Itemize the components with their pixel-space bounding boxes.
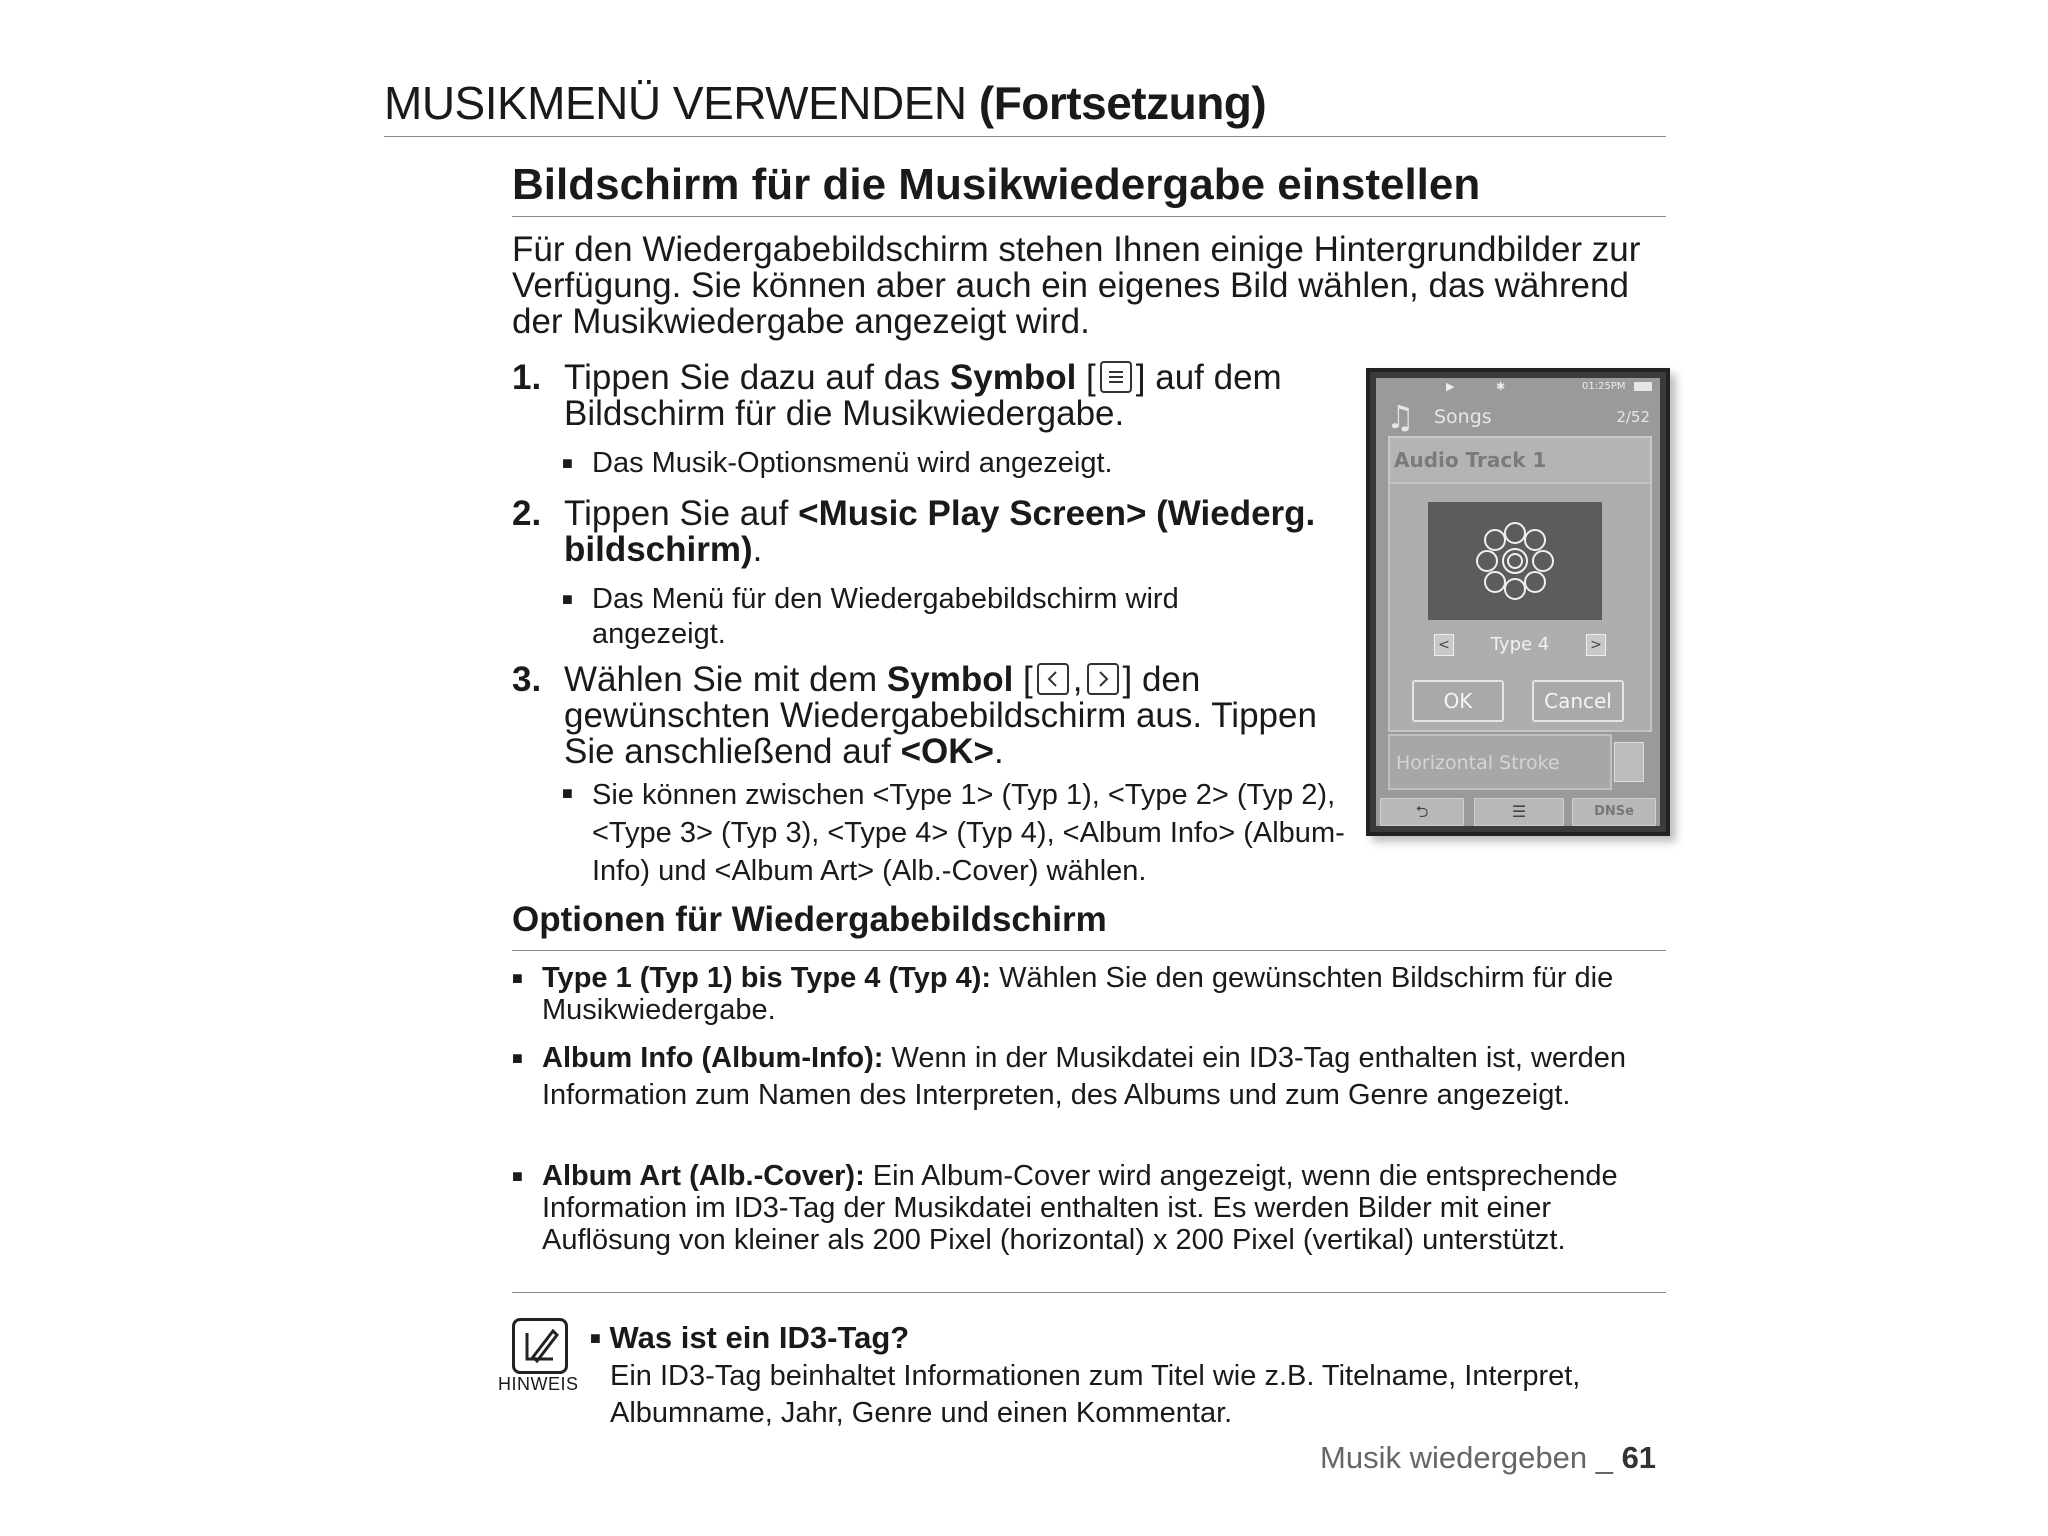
options-heading: Optionen für Wiedergabebildschirm	[512, 900, 1107, 939]
menu-button[interactable]: ☰	[1474, 798, 1564, 826]
footer-section: Musik wiedergeben _	[1320, 1440, 1622, 1475]
section-heading: Bildschirm für die Musikwiedergabe einstellen	[512, 160, 1481, 209]
step-text: Tippen Sie dazu auf das	[564, 358, 950, 397]
track-title-text: Audio Track 1	[1394, 448, 1547, 472]
play-screen-dialog	[1388, 482, 1652, 732]
step-text: Tippen Sie auf	[564, 494, 799, 533]
status-bar	[1376, 378, 1660, 396]
page-title	[384, 76, 1266, 130]
step-number: 2.	[512, 494, 542, 533]
bottom-bar	[1376, 796, 1660, 826]
note-question: ■ Was ist ein ID3-Tag?	[590, 1320, 910, 1355]
title-divider	[384, 136, 1666, 137]
type-preview-image	[1428, 502, 1602, 620]
menu-icon	[1100, 361, 1132, 393]
music-note-icon: ♫	[1386, 398, 1415, 436]
back-button[interactable]: ⮌	[1380, 798, 1464, 826]
category-bar	[1376, 398, 1660, 436]
bluetooth-icon: ✱	[1496, 380, 1506, 393]
bracket: [	[1013, 660, 1033, 699]
device-screenshot	[1366, 368, 1670, 836]
step-text: ] auf dem Bildschirm für die Musikwiedergabe.	[564, 358, 1282, 433]
comma: ,	[1072, 660, 1083, 699]
options-divider	[512, 950, 1666, 951]
bullet-square-icon: ■	[562, 453, 573, 473]
step-1	[512, 360, 1352, 432]
track-count: 2/52	[1616, 408, 1650, 426]
right-arrow-icon	[1087, 663, 1119, 695]
submenu-arrow-icon[interactable]	[1614, 742, 1644, 782]
bullet-square-icon: ■	[512, 968, 523, 988]
menu-item-horizontal-stroke[interactable]: Horizontal Stroke	[1388, 734, 1612, 790]
next-type-button[interactable]: >	[1586, 634, 1606, 656]
step-3-bullet: ■ Sie können zwischen <Type 1> (Typ 1), <Type 2> (Typ 2), <Type 3> (Typ 3), <Type 4> (Typ 4), <Album Info> (Album-Info) und <Album Art> (Alb.-Cover) wählen.	[562, 776, 1362, 890]
option-item: ■ Type 1 (Typ 1) bis Type 4 (Typ 4): Wählen Sie den gewünschten Bildschirm für die Musikwiedergabe.	[512, 962, 1614, 1026]
step-2	[512, 496, 1352, 568]
bullet-square-icon: ■	[590, 1328, 601, 1348]
bullet-square-icon: ■	[562, 783, 573, 803]
play-status-icon: ▶	[1446, 380, 1455, 393]
options-bottom-divider	[512, 1292, 1666, 1293]
option-item: ■ Album Art (Alb.-Cover): Ein Album-Cover wird angezeigt, wenn die entsprechende Information im ID3-Tag der Musikdatei enthalten ist. Es werden Bilder mit einer Auflösung von kleiner als 200 Pixel (horizontal) x 200 Pixel (vertikal) unterstützt.	[512, 1160, 1618, 1256]
note-label: HINWEIS	[498, 1374, 579, 1394]
bullet-square-icon: ■	[512, 1048, 523, 1068]
step-text: .	[752, 530, 763, 569]
step-text: .	[994, 732, 1004, 771]
cancel-button[interactable]: Cancel	[1532, 680, 1624, 722]
step-bold: Symbol	[886, 660, 1014, 699]
bracket: [	[1076, 358, 1096, 397]
note-text: Ein ID3-Tag beinhaltet Informationen zum Titel wie z.B. Titelname, Interpret, Albumname, Jahr, Genre und einen Kommentar.	[610, 1360, 1581, 1429]
battery-icon	[1634, 382, 1652, 391]
step-text: Wählen Sie mit dem	[564, 660, 887, 699]
bullet-square-icon: ■	[512, 1166, 523, 1186]
step-number: 1.	[512, 358, 542, 397]
bullet-square-icon: ■	[562, 589, 573, 609]
step-number: 3.	[512, 660, 542, 699]
page-title-main: MUSIKMENÜ VERWENDEN	[384, 77, 967, 129]
step-bold: Symbol	[949, 358, 1077, 397]
option-item: ■ Album Info (Album-Info): Wenn in der Musikdatei ein ID3-Tag enthalten ist, werden Information zum Namen des Interpreten, des Albums und zum Genre angezeigt.	[512, 1042, 1627, 1111]
step-bold: <OK>	[900, 732, 994, 771]
step-bold: <Music Play Screen> (Wiederg. bildschirm)	[564, 494, 1316, 569]
rings-pattern-icon	[1428, 502, 1602, 620]
dnse-button[interactable]: DNSe	[1572, 798, 1656, 826]
ok-button[interactable]: OK	[1412, 680, 1504, 722]
type-label: Type 4	[1490, 634, 1550, 655]
step-text: ] den gewünschten Wiedergabebildschirm aus. Tippen Sie anschließend auf	[564, 660, 1317, 771]
category-label: Songs	[1434, 406, 1492, 428]
page-number: 61	[1621, 1440, 1657, 1475]
step-3	[512, 662, 1352, 770]
clock: 01:25PM	[1582, 381, 1626, 392]
page-footer	[1320, 1440, 1656, 1476]
section-divider	[512, 216, 1666, 217]
step-2-bullet: ■ Das Menü für den Wiedergabebildschirm wird angezeigt.	[562, 583, 1179, 650]
prev-type-button[interactable]: <	[1434, 634, 1454, 656]
left-arrow-icon	[1037, 663, 1069, 695]
step-1-bullet: ■ Das Musik-Optionsmenü wird angezeigt.	[562, 447, 1113, 479]
track-title	[1388, 436, 1652, 484]
page-title-sub: (Fortsetzung)	[978, 77, 1267, 129]
intro-paragraph: Für den Wiedergabebildschirm stehen Ihnen einige Hintergrundbilder zur Verfügung. Sie können aber auch ein eigenes Bild wählen, das während der Musikwiedergabe angezeigt wird.	[512, 230, 1641, 341]
device-screen	[1376, 378, 1660, 826]
pencil-note-icon	[512, 1318, 568, 1374]
